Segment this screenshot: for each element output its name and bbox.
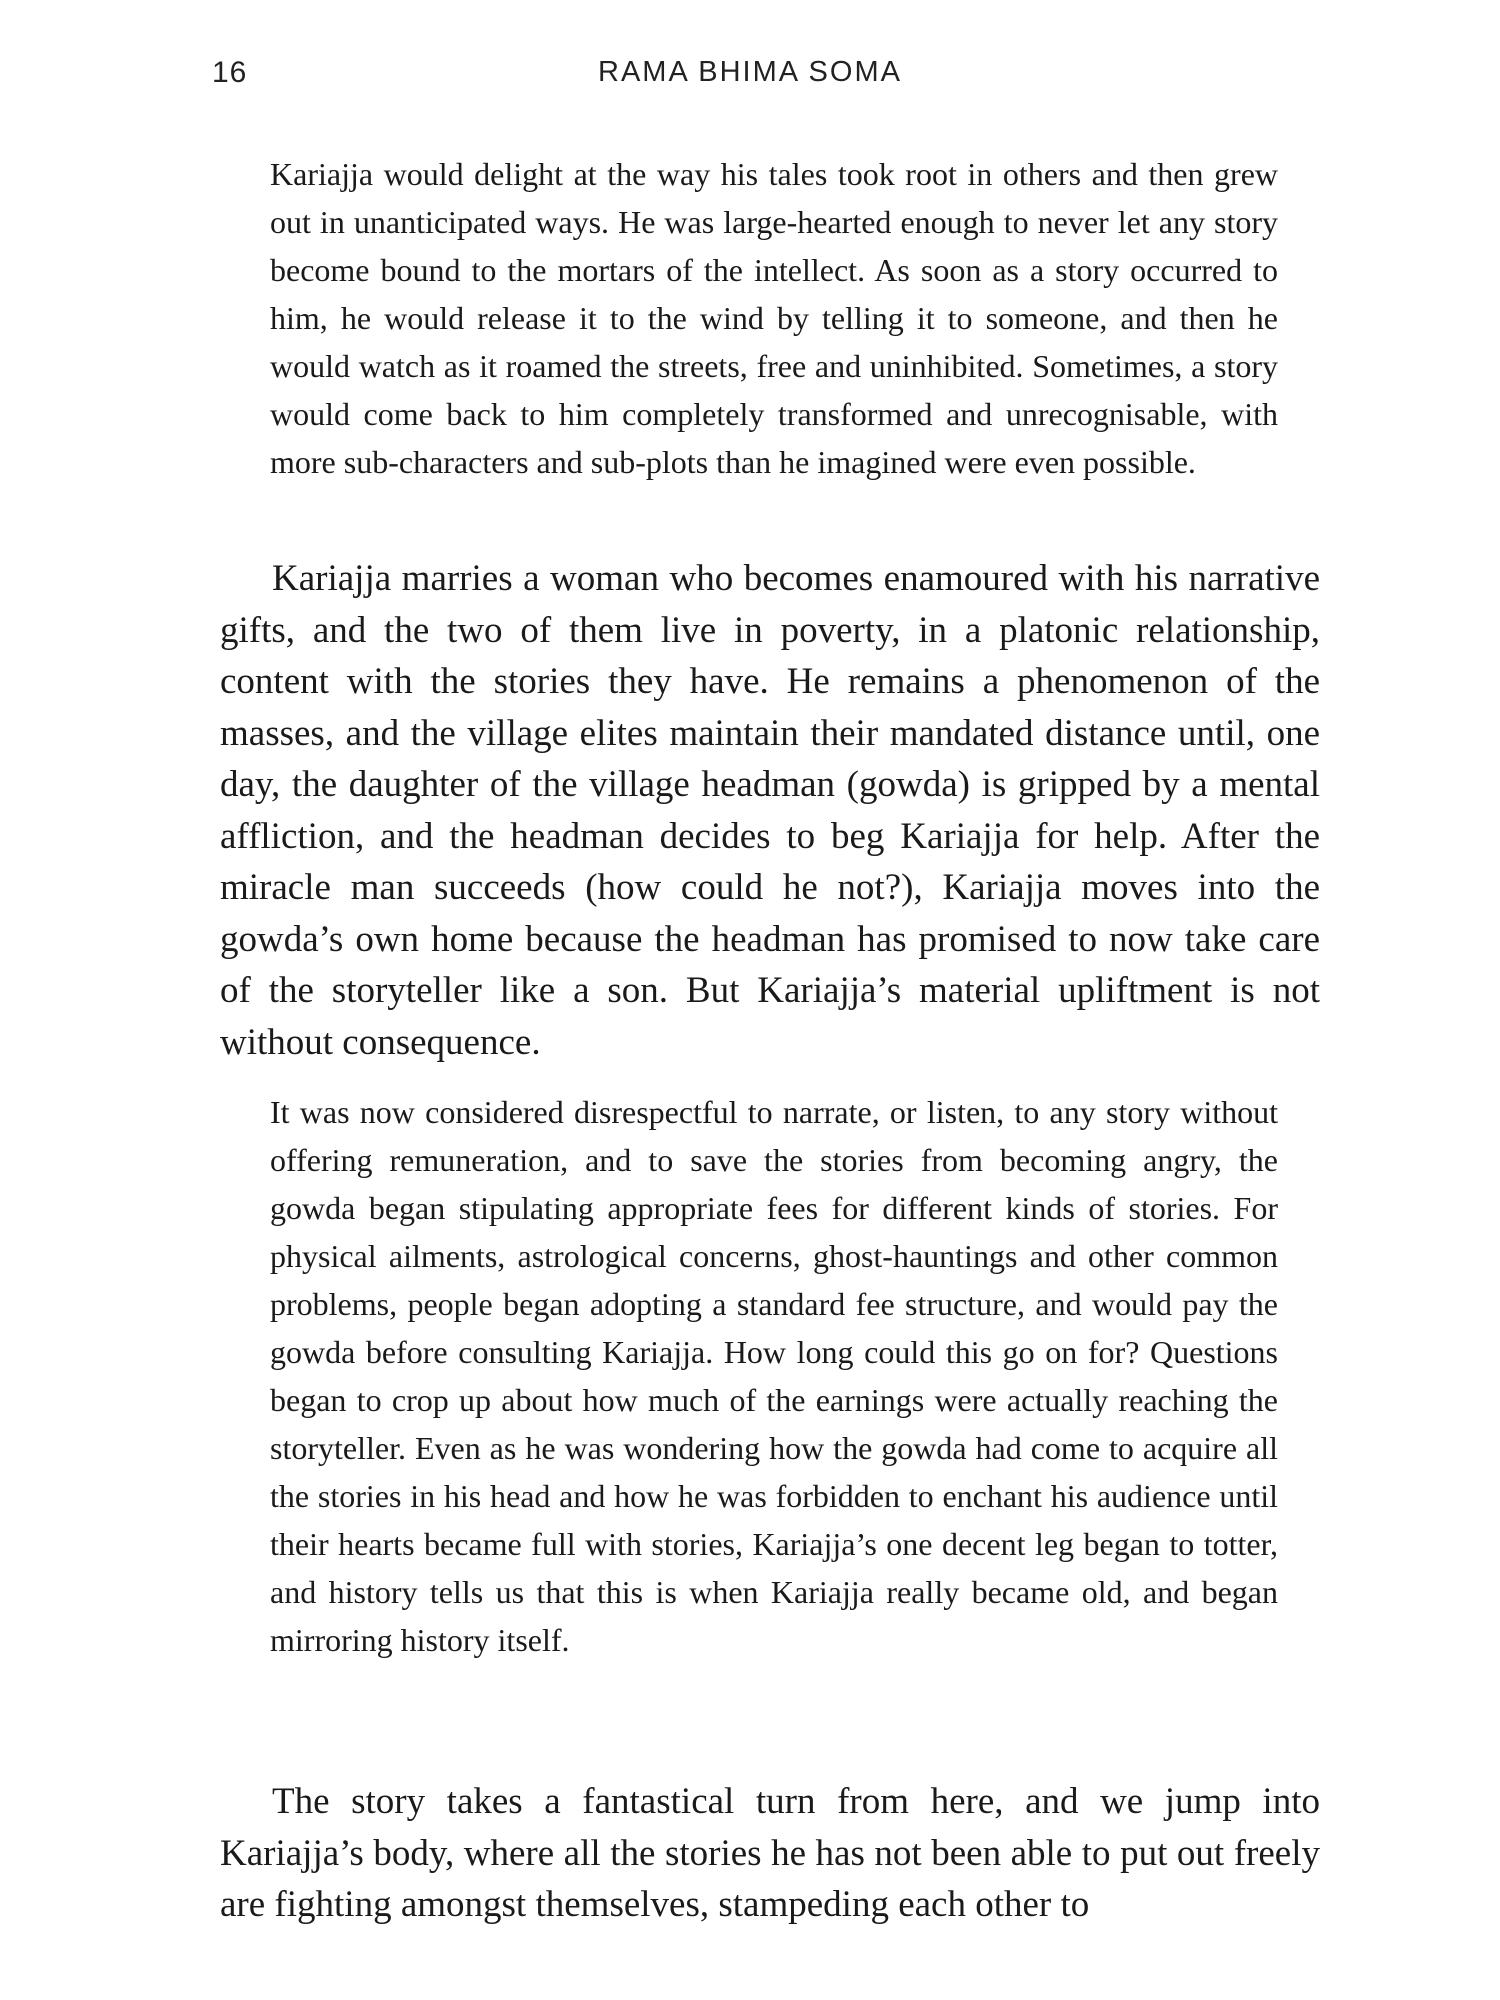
page-header [0, 56, 1500, 96]
running-head: RAMA BHIMA SOMA [598, 56, 902, 88]
body-paragraph-2: The story takes a fantastical turn from here, and we jump into Kariajja’s body, where all the stories he has not been able to put out freely are fighting amongst themselves, stampeding each other to [220, 1781, 1320, 1925]
block-quote-2: It was now considered disrespectful to narrate, or listen, to any story without offering remuneration, and to save the stories from becoming angry, the gowda began stipulating appropriate fees for different kinds of stories. For physical ailments, astrological concerns, ghost-hauntings and other common problems, people began adopting a standard fee structure, and would pay the gowda before consulting Kariajja. How long could this go on for? Questions began to crop up about how much of the earnings were actually reaching the storyteller. Even as he was wondering how the gowda had come to acquire all the stories in his head and how he was forbidden to enchant his audience until their hearts became full with stories, Kariajja’s one decent leg began to totter, and history tells us that this is when Kariajja really became old, and began mirroring history itself. [270, 1094, 1278, 1658]
body-paragraph-1: Kariajja marries a woman who becomes enamoured with his narrative gifts, and the two of them live in poverty, in a platonic relationship, content with the stories they have. He remains a phenomenon of the masses, and the village elites maintain their mandated distance until, one day, the daughter of the village headman (gowda) is gripped by a mental affliction, and the headman decides to beg Kariajja for help. After the miracle man succeeds (how could he not?), Kariajja moves into the gowda’s own home because the headman has promised to now take care of the storyteller like a son. But Kariajja’s material upliftment is not without consequence. [220, 558, 1320, 1063]
page-number: 16 [212, 56, 248, 89]
block-quote-1: Kariajja would delight at the way his tales took root in others and then grew out in unanticipated ways. He was large-hearted enough to never let any story become bound to the mortars of the intellect. As soon as a story occurred to him, he would release it to the wind by telling it to someone, and then he would watch as it roamed the streets, free and uninhibited. Sometimes, a story would come back to him completely transformed and unrecognisable, with more sub-characters and sub-plots than he imagined were even possible. [270, 156, 1278, 480]
